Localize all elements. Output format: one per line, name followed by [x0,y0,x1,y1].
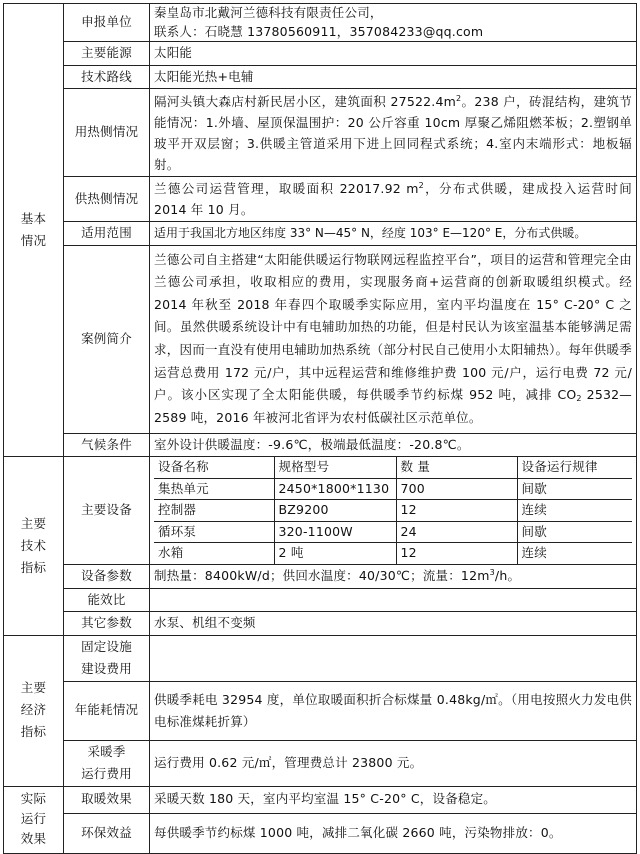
row-annual-energy [4,681,637,740]
section-tech-label: 主要技术指标 [20,515,47,575]
equipment-row [154,500,632,522]
row-operating-cost [4,740,637,786]
fixed-cost-label-1: 固定设施 [81,638,132,654]
row-params [4,565,637,589]
value-supply [150,177,637,222]
value-route: 太阳能光热+电辅 [150,65,637,89]
value-equipment [150,457,637,565]
section-econ-label: 主要经济指标 [20,680,47,740]
fixed-cost-label-2: 建设费用 [81,661,132,676]
label-env-benefit: 环保效益 [64,813,150,853]
row-heating-effect [4,786,637,813]
equipment-row [154,478,632,500]
operating-cost-label-2: 运行费用 [81,766,132,781]
case-co2-sub: 2 [576,394,582,404]
equip-header-mode: 设备运行规律 [517,457,632,478]
section-effect [4,786,64,853]
row-demand [4,89,637,177]
value-operating-cost: 运行费用 0.62 元/㎡，管理费总计 23800 元。 [150,740,637,786]
equip-spec: 2 吨 [274,543,396,564]
demand-unit-sup: 2 [456,93,462,103]
row-energy [4,42,637,66]
demand-text-pre: 隔河头镇大森店村新民居小区，建筑面积 27522.4m [154,93,456,109]
equipment-table [154,457,632,564]
label-annual-energy: 年能耗情况 [64,681,150,740]
row-equipment [4,457,637,565]
value-climate: 室外设计供暖温度：-9.6℃，极端最低温度：-20.8℃。 [150,433,637,457]
equip-qty: 12 [396,500,517,522]
row-fixed-cost [4,635,637,681]
row-applicant [4,4,637,42]
equip-header-spec: 规格型号 [274,457,396,478]
value-demand [150,89,637,177]
value-env-benefit: 每供暖季节约标煤 1000 吨，减排二氧化碳 2660 吨，污染物排放：0。 [150,813,637,853]
row-env-benefit [4,813,637,853]
row-scope [4,222,637,246]
applicant-contact: 联系人：石晓慧 13780560911，357084233@qq.com [154,23,484,39]
equip-spec: BZ9200 [274,500,396,522]
equip-mode: 间歇 [517,478,632,500]
equip-header-qty: 数 量 [396,457,517,478]
params-text-pre: 制热量：8400kW/d；供回水温度：40/30℃；流量：12m [154,568,490,583]
equip-spec: 2450*1800*1130 [274,478,396,500]
row-route [4,65,637,89]
supply-unit-sup: 2 [418,181,424,190]
label-equipment: 主要设备 [64,457,150,565]
label-fixed-cost [64,635,150,681]
equipment-row [154,521,632,543]
equip-mode: 连续 [517,543,632,564]
label-climate: 气候条件 [64,433,150,457]
equip-header-name: 设备名称 [154,457,274,478]
params-unit-sup: 3 [489,568,495,577]
row-supply [4,177,637,222]
value-heating-effect: 采暖天数 180 天，室内平均室温 15° C-20° C，设备稳定。 [150,786,637,813]
equip-qty: 24 [396,521,517,543]
equip-spec: 320-1100W [274,521,396,543]
equip-name: 水箱 [154,543,274,564]
row-climate [4,433,637,457]
equip-qty: 12 [396,543,517,564]
label-demand: 用热侧情况 [64,89,150,177]
label-case: 案例简介 [64,245,150,433]
equip-name: 循环泵 [154,521,274,543]
value-other: 水泵、机组不变频 [150,612,637,636]
equip-mode: 间歇 [517,521,632,543]
value-case [150,245,637,433]
row-other [4,612,637,636]
value-cop [150,588,637,612]
section-effect-label: 实际运行效果 [20,790,47,846]
equip-mode: 连续 [517,500,632,522]
supply-text-pre: 兰德公司运营管理，取暖面积 22017.92 m [154,181,419,196]
equipment-header-row [154,457,632,478]
value-energy: 太阳能 [150,42,637,66]
value-fixed-cost [150,635,637,681]
label-heating-effect: 取暖效果 [64,786,150,813]
value-annual-energy: 供暖季耗电 32954 度，单位取暖面积折合标煤量 0.48kg/㎡。（用电按照火力发电供电标准煤耗折算） [150,681,637,740]
supply-text-post: ，分布式供暖，建成投入运营时间 2014 年 10 月。 [154,181,632,217]
section-basic [4,4,64,457]
label-energy: 主要能源 [64,42,150,66]
project-info-table [3,3,637,854]
label-params: 设备参数 [64,565,150,589]
equip-name: 集热单元 [154,478,274,500]
case-text-pre: 兰德公司自主搭建“太阳能供暖运行物联网远程监控平台”，项目的运营和管理完全由兰德公司承担，收取相应的费用，实现服务商+运营商的创新取暖组织模式。经 2014 年秋至 2018 年春四个取暖季实际应用，室内平均温度在 15° C-20° C 之间。虽然供暖系统设计中有电辅助加热的功能，但是村民认为该室温基本能够满足需求，因而一直没有使用电辅助加热系统（部分村民自己使用小太阳辅热）。每年供暖季运营总费用 172 元/户，其中远程运营和维修维护费 100 元/户，运行电费 72 元/户。该小区实现了全太阳能供暖，每供暖季节约标煤 952 吨，减排 CO [154,251,632,403]
section-tech [4,457,64,636]
demand-text-post: 。238 户，砖混结构，建筑节能情况：1.外墙、屋顶保温围护：20 公斤容重 10cm 厚聚乙烯阻燃苯板；2.塑钢单玻平开双层窗；3.供暖主管道采用下进上回同程式系统；4.室内末端形式：地板辐射。 [154,93,632,172]
label-other: 其它参数 [64,612,150,636]
row-cop [4,588,637,612]
equipment-row [154,543,632,564]
equip-name: 控制器 [154,500,274,522]
value-scope: 适用于我国北方地区纬度 33° N—45° N，经度 103° E—120° E，分布式供暖。 [150,222,637,246]
value-params [150,565,637,589]
label-scope: 适用范围 [64,222,150,246]
equip-qty: 700 [396,478,517,500]
label-cop: 能效比 [64,588,150,612]
params-text-post: /h。 [494,568,521,583]
section-basic-label: 基本情况 [20,210,47,248]
label-supply: 供热侧情况 [64,177,150,222]
case-text-post: 2532—2589 吨，2016 年被河北省评为农村低碳社区示范单位。 [154,387,632,425]
operating-cost-label-1: 采暖季 [87,743,126,759]
row-case [4,245,637,433]
label-route: 技术路线 [64,65,150,89]
label-applicant: 申报单位 [64,4,150,42]
value-applicant [150,4,637,42]
section-econ [4,635,64,786]
label-operating-cost [64,740,150,786]
applicant-company: 秦皇岛市北戴河兰德科技有限责任公司， [154,5,383,20]
